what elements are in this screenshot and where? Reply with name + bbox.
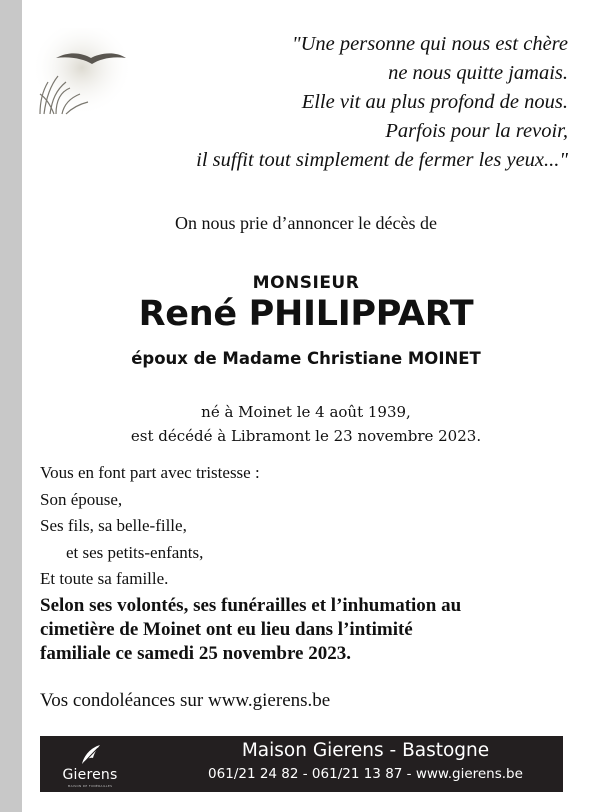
- funeral-home-name: Maison Gierens - Bastogne: [241, 740, 490, 761]
- brand-name: Gierens: [62, 767, 118, 783]
- brand-subtitle: MAISON DE FUNÉRAILLES: [67, 784, 113, 788]
- quote-line: il suffit tout simplement de fermer les yeux...": [196, 149, 568, 171]
- death-line: est décédé à Libramont le 23 novembre 2023.: [130, 427, 482, 445]
- spouse-line: époux de Madame Christiane MOINET: [131, 349, 481, 368]
- memorial-quote: [148, 30, 568, 175]
- feather-icon: [78, 742, 104, 768]
- family-list: [40, 460, 580, 593]
- quote-line: ne nous quitte jamais.: [388, 62, 568, 84]
- family-line: et ses petits-enfants,: [66, 542, 204, 562]
- life-dates: [22, 400, 590, 448]
- family-line: Et toute sa famille.: [40, 569, 169, 588]
- quote-line: Elle vit au plus profond de nous.: [301, 91, 568, 113]
- announcement-intro: On nous prie d’annoncer le décès de: [175, 213, 437, 233]
- quote-line: Parfois pour la revoir,: [385, 120, 568, 142]
- quote-line: "Une personne qui nous est chère: [292, 33, 568, 55]
- funeral-line: cimetière de Moinet ont eu lieu dans l’intimité: [40, 619, 413, 640]
- funeral-notice: [40, 594, 580, 666]
- family-line: Vous en font part avec tristesse :: [40, 463, 260, 482]
- funeral-line: Selon ses volontés, ses funérailles et l’inhumation au: [40, 595, 462, 616]
- bird-over-grass-illustration: [36, 28, 128, 116]
- condolences-line: Vos condoléances sur www.gierens.be: [40, 690, 331, 711]
- gierens-logo: [50, 740, 130, 790]
- family-line: Ses fils, sa belle-fille,: [40, 516, 187, 535]
- contact-line: 061/21 24 82 - 061/21 13 87 - www.gierens.be: [208, 766, 523, 782]
- family-line: Son épouse,: [40, 489, 123, 509]
- deceased-name: René PHILIPPART: [138, 294, 474, 334]
- funeral-line: familiale ce samedi 25 novembre 2023.: [40, 643, 351, 664]
- civility-title: MONSIEUR: [252, 273, 360, 293]
- obituary-card: [22, 0, 590, 812]
- birth-line: né à Moinet le 4 août 1939,: [201, 403, 411, 421]
- funeral-home-banner: [40, 736, 563, 792]
